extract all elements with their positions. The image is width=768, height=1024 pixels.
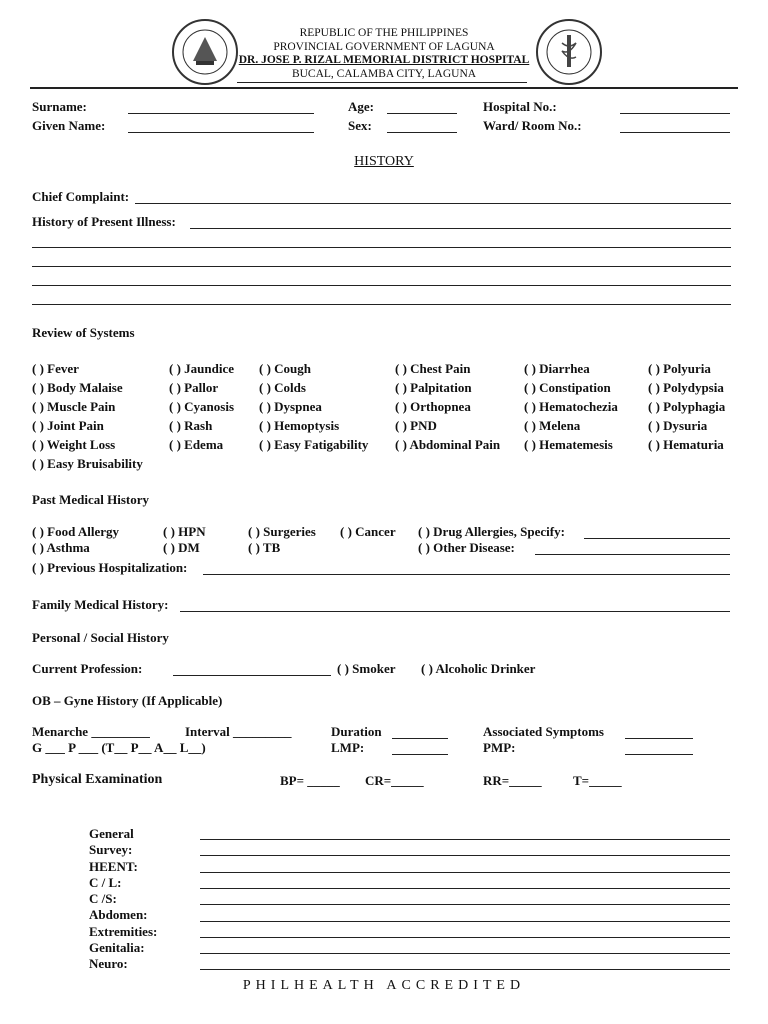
pmh-asthma[interactable]: ( ) Asthma	[32, 540, 90, 555]
gp-field[interactable]: G ___ P ___ (T__ P__ A__ L__)	[32, 740, 206, 755]
ros-item[interactable]: ( ) Weight Loss	[32, 437, 116, 452]
smoker-option[interactable]: ( ) Smoker	[337, 661, 396, 676]
chief-complaint-field[interactable]	[135, 203, 731, 204]
pe-survey-field[interactable]	[200, 855, 730, 856]
hpi-field-2[interactable]	[32, 247, 731, 248]
associated-symptoms-field[interactable]	[625, 738, 693, 739]
pe-label-neuro: Neuro:	[89, 956, 128, 972]
header-address: BUCAL, CALAMBA CITY, LAGUNA	[291, 68, 477, 80]
ros-item[interactable]: ( ) Polyphagia	[648, 399, 726, 414]
ros-item[interactable]: ( ) Joint Pain	[32, 418, 104, 433]
pmh-tb[interactable]: ( ) TB	[248, 540, 281, 555]
lmp-label: LMP:	[331, 740, 365, 755]
pe-heent-field[interactable]	[200, 872, 730, 873]
given-name-label: Given Name:	[32, 118, 106, 133]
ros-item[interactable]: ( ) Dysuria	[648, 418, 708, 433]
hpi-label: History of Present Illness:	[32, 214, 176, 229]
ros-item[interactable]: ( ) Polydypsia	[648, 380, 724, 395]
surname-field[interactable]	[128, 113, 314, 114]
pe-heading: Physical Examination	[32, 772, 163, 787]
sex-field[interactable]	[387, 132, 457, 133]
pe-label-survey: Survey:	[89, 842, 133, 858]
ros-item[interactable]: ( ) Dyspnea	[259, 399, 322, 414]
pmh-surgeries[interactable]: ( ) Surgeries	[248, 524, 316, 539]
ros-item[interactable]: ( ) Muscle Pain	[32, 399, 116, 414]
other-disease-field[interactable]	[535, 554, 730, 555]
ros-item[interactable]: ( ) Fever	[32, 361, 79, 376]
hpi-field-3[interactable]	[32, 266, 731, 267]
pmh-other-disease[interactable]: ( ) Other Disease:	[418, 540, 515, 555]
current-profession-label: Current Profession:	[32, 661, 143, 676]
hpi-field-5[interactable]	[32, 304, 731, 305]
family-history-label: Family Medical History:	[32, 597, 169, 612]
ros-item[interactable]: ( ) Hematemesis	[524, 437, 613, 452]
header-republic: REPUBLIC OF THE PHILIPPINES	[299, 27, 469, 39]
pe-general-field[interactable]	[200, 839, 730, 840]
ros-heading: Review of Systems	[32, 325, 135, 340]
sex-label: Sex:	[348, 118, 372, 133]
duration-label: Duration	[331, 724, 382, 739]
ros-item[interactable]: ( ) Hematuria	[648, 437, 724, 452]
header-hospital-name: DR. JOSE P. RIZAL MEMORIAL DISTRICT HOSPITAL	[238, 54, 530, 66]
hpi-field-1[interactable]	[190, 228, 731, 229]
menarche-field[interactable]: Menarche _________	[32, 724, 150, 739]
page-title: HISTORY	[354, 154, 414, 169]
pe-label-cs: C /S:	[89, 891, 117, 907]
interval-field[interactable]: Interval _________	[185, 724, 292, 739]
footer-accreditation: PHILHEALTH ACCREDITED	[242, 978, 526, 993]
alcoholic-option[interactable]: ( ) Alcoholic Drinker	[421, 661, 536, 676]
associated-symptoms-label: Associated Symptoms	[483, 724, 604, 739]
ros-item[interactable]: ( ) Hemoptysis	[259, 418, 340, 433]
ward-room-label: Ward/ Room No.:	[483, 118, 582, 133]
ros-item[interactable]: ( ) Colds	[259, 380, 306, 395]
pmh-previous-hospitalization[interactable]: ( ) Previous Hospitalization:	[32, 560, 188, 575]
pmh-hpn[interactable]: ( ) HPN	[163, 524, 206, 539]
ros-item[interactable]: ( ) Constipation	[524, 380, 611, 395]
pe-extremities-field[interactable]	[200, 937, 730, 938]
duration-field[interactable]	[392, 738, 448, 739]
hpi-field-4[interactable]	[32, 285, 731, 286]
pmh-heading: Past Medical History	[32, 492, 149, 507]
ros-item[interactable]: ( ) Easy Bruisability	[32, 456, 143, 471]
given-name-field[interactable]	[128, 132, 314, 133]
ros-item[interactable]: ( ) Easy Fatigability	[259, 437, 369, 452]
pe-label-extremities: Extremities:	[89, 923, 158, 939]
cr-field[interactable]: CR=_____	[365, 773, 424, 788]
surname-label: Surname:	[32, 99, 87, 114]
hospital-no-label: Hospital No.:	[483, 99, 557, 114]
ros-item[interactable]: ( ) Body Malaise	[32, 380, 123, 395]
drug-allergies-field[interactable]	[584, 538, 730, 539]
pe-cs-field[interactable]	[200, 904, 730, 905]
ros-item[interactable]: ( ) Cough	[259, 361, 312, 376]
header-underline	[237, 82, 527, 83]
pe-label-cl: C / L:	[89, 874, 122, 890]
temp-field[interactable]: T=_____	[573, 773, 622, 788]
previous-hospitalization-field[interactable]	[203, 574, 730, 575]
age-label: Age:	[348, 99, 374, 114]
pe-genitalia-field[interactable]	[200, 953, 730, 954]
ros-item[interactable]: ( ) Chest Pain	[395, 361, 471, 376]
pmp-field[interactable]	[625, 754, 693, 755]
ros-item[interactable]: ( ) Jaundice	[169, 361, 234, 376]
header-rule	[30, 87, 738, 89]
rr-field[interactable]: RR=_____	[483, 773, 542, 788]
hospital-no-field[interactable]	[620, 113, 730, 114]
pe-neuro-field[interactable]	[200, 969, 730, 970]
pe-labels	[89, 826, 157, 973]
ward-room-field[interactable]	[620, 132, 730, 133]
current-profession-field[interactable]	[173, 675, 331, 676]
personal-social-heading: Personal / Social History	[32, 630, 169, 645]
pe-label-abdomen: Abdomen:	[89, 907, 148, 923]
pmh-food-allergy[interactable]: ( ) Food Allergy	[32, 524, 120, 539]
ros-item[interactable]: ( ) Diarrhea	[524, 361, 590, 376]
age-field[interactable]	[387, 113, 457, 114]
ros-item[interactable]: ( ) Pallor	[169, 380, 219, 395]
ros-item[interactable]: ( ) Rash	[169, 418, 213, 433]
ros-item[interactable]: ( ) Cyanosis	[169, 399, 235, 414]
pe-label-general: General	[89, 826, 134, 841]
obgyne-heading: OB – Gyne History (If Applicable)	[32, 693, 223, 708]
pmp-label: PMP:	[483, 740, 516, 755]
header-province: PROVINCIAL GOVERNMENT OF LAGUNA	[273, 41, 495, 53]
ros-item[interactable]: ( ) Edema	[169, 437, 224, 452]
pe-label-genitalia: Genitalia:	[89, 940, 145, 956]
ros-item[interactable]: ( ) Palpitation	[395, 380, 472, 395]
pmh-drug-allergies[interactable]: ( ) Drug Allergies, Specify:	[418, 524, 565, 539]
lmp-field[interactable]	[392, 754, 448, 755]
ros-item[interactable]: ( ) Abdominal Pain	[395, 437, 501, 452]
pe-abdomen-field[interactable]	[200, 921, 730, 922]
family-history-field[interactable]	[180, 611, 730, 612]
pmh-dm[interactable]: ( ) DM	[163, 540, 200, 555]
bp-field[interactable]: BP= _____	[280, 773, 340, 788]
ros-item[interactable]: ( ) Polyuria	[648, 361, 711, 376]
ros-item[interactable]: ( ) PND	[395, 418, 437, 433]
ros-item[interactable]: ( ) Melena	[524, 418, 581, 433]
ros-item[interactable]: ( ) Orthopnea	[395, 399, 471, 414]
pmh-cancer[interactable]: ( ) Cancer	[340, 524, 396, 539]
pe-label-heent: HEENT:	[89, 858, 138, 874]
ros-item[interactable]: ( ) Hematochezia	[524, 399, 618, 414]
chief-complaint-label: Chief Complaint:	[32, 189, 130, 204]
pe-cl-field[interactable]	[200, 888, 730, 889]
